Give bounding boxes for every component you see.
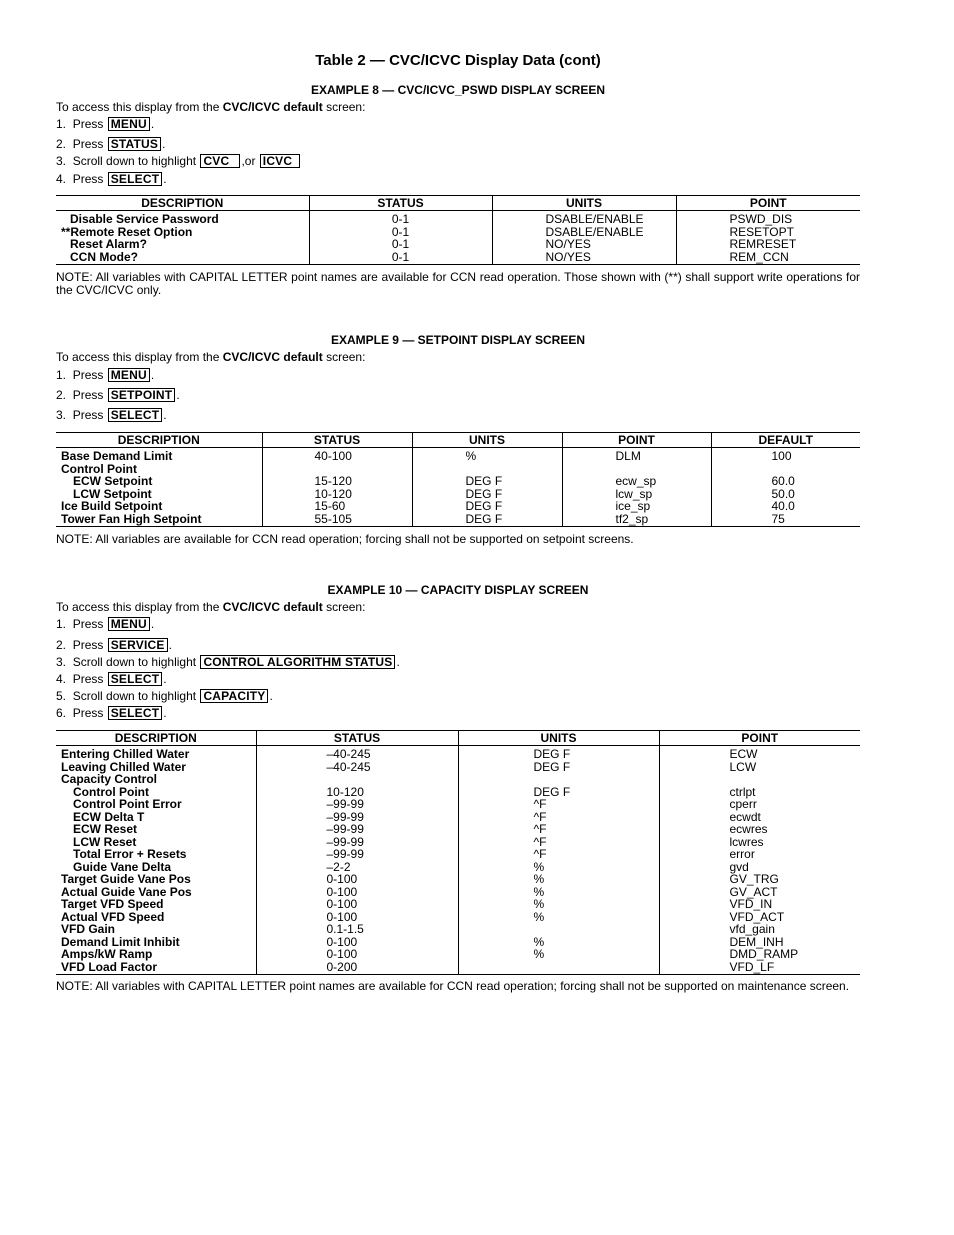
example-9-note: NOTE: All variables are available for CCN read operation; forcing shall not be supported on setpoint screens. [56,532,634,546]
table-row: Total Error + Resets –99-99 ^F error [56,848,860,861]
table-row: Leaving Chilled Water –40-245 DEG F LCW [56,761,860,774]
table-header-row [56,731,860,746]
example-10-step-6: 6. Press SELECT . [56,706,167,720]
column-header: POINT [562,433,711,448]
capacity-key: CAPACITY [200,689,268,703]
example-8-step-4: 4. Press SELECT . [56,172,167,186]
table-row: ECW Delta T –99-99 ^F ecwdt [56,811,860,824]
example-8-intro: To access this display from the CVC/ICVC default screen: [56,100,366,114]
example-9-intro: To access this display from the CVC/ICVC default screen: [56,350,366,364]
table-row: Amps/kW Ramp 0-100 % DMD_RAMP [56,948,860,961]
column-header: DESCRIPTION [56,196,309,211]
example-10-note: NOTE: All variables with CAPITAL LETTER point names are available for CCN read operation; forcing shall not be supported on maintenance screen. [56,979,850,993]
example-8-note: NOTE: All variables with CAPITAL LETTER point names are available for CCN read operation. Those shown with (**) shall support write operations for the CVC/ICVC only. [56,270,860,297]
example-10-step-4: 4. Press SELECT . [56,672,167,686]
table-row: Reset Alarm? 0-1 NO/YES REMRESET [56,238,860,251]
example-10-intro: To access this display from the CVC/ICVC default screen: [56,600,366,614]
table-row: Base Demand Limit 40-100 % DLM 100 [56,448,860,463]
column-header: STATUS [256,731,458,746]
column-header: DESCRIPTION [56,731,256,746]
table-row: **Remote Reset Option 0-1 DSABLE/ENABLE RESETOPT [56,226,860,239]
select-key: SELECT [108,408,163,422]
example-10-table [56,730,860,975]
column-header: DEFAULT [711,433,860,448]
column-header: DESCRIPTION [56,433,262,448]
example-10-step-3: 3. Scroll down to highlight CONTROL ALGORITHM STATUS . [56,655,400,669]
table-row: Target VFD Speed 0-100 % VFD_IN [56,898,860,911]
select-key: SELECT [108,672,163,686]
menu-key: MENU [108,617,150,631]
table-row: Actual Guide Vane Pos 0-100 % GV_ACT [56,886,860,899]
example-10-step-2: 2. Press SERVICE . [56,638,172,652]
example-8-table [56,195,860,265]
select-key: SELECT [108,706,163,720]
table-row: VFD Gain 0.1-1.5 vfd_gain [56,923,860,936]
table-header-row [56,196,860,211]
example-10-step-5: 5. Scroll down to highlight CAPACITY . [56,689,273,703]
example-8-step-3: 3. Scroll down to highlight CVC ,or ICVC [56,154,301,168]
example-9-step-1: 1. Press MENU . [56,368,155,382]
menu-key: MENU [108,368,150,382]
column-header: UNITS [492,196,676,211]
table-row: Control Point Error –99-99 ^F cperr [56,798,860,811]
table-row: Disable Service Password 0-1 DSABLE/ENABLE PSWD_DIS [56,211,860,226]
example-9-title: EXAMPLE 9 — SETPOINT DISPLAY SCREEN [330,333,586,347]
column-header: UNITS [412,433,562,448]
setpoint-key: SETPOINT [108,388,176,402]
column-header: UNITS [458,731,659,746]
table-row: Actual VFD Speed 0-100 % VFD_ACT [56,911,860,924]
menu-key: MENU [108,117,150,131]
select-key: SELECT [108,172,163,186]
table-row: ECW Reset –99-99 ^F ecwres [56,823,860,836]
example-9-table [56,432,860,527]
table-row: Control Point [56,463,860,476]
example-8-step-1: 1. Press MENU . [56,117,155,131]
column-header: POINT [676,196,860,211]
table-row: Capacity Control [56,773,860,786]
table-row: Ice Build Setpoint 15-60 DEG F ice_sp 40.0 [56,500,860,513]
table-row: Entering Chilled Water –40-245 DEG F ECW [56,746,860,761]
icvc-key: ICVC [260,154,300,168]
table-header-row [56,433,860,448]
example-8-step-2: 2. Press STATUS . [56,137,166,151]
table-row: VFD Load Factor 0-200 VFD_LF [56,961,860,975]
table-row: Tower Fan High Setpoint 55-105 DEG F tf2_sp 75 [56,513,860,527]
control-algorithm-status-key: CONTROL ALGORITHM STATUS [200,655,395,669]
table-row: ECW Setpoint 15-120 DEG F ecw_sp 60.0 [56,475,860,488]
example-10-title: EXAMPLE 10 — CAPACITY DISPLAY SCREEN [327,583,589,597]
column-header: STATUS [262,433,412,448]
status-key: STATUS [108,137,161,151]
table-row: LCW Setpoint 10-120 DEG F lcw_sp 50.0 [56,488,860,501]
table-row: Demand Limit Inhibit 0-100 % DEM_INH [56,936,860,949]
page-title: Table 2 — CVC/ICVC Display Data (cont) [315,52,601,69]
cvc-key: CVC [200,154,240,168]
example-9-step-2: 2. Press SETPOINT . [56,388,180,402]
table-row: Control Point 10-120 DEG F ctrlpt [56,786,860,799]
example-8-title: EXAMPLE 8 — CVC/ICVC_PSWD DISPLAY SCREEN [310,83,606,97]
table-row: Guide Vane Delta –2-2 % gvd [56,861,860,874]
column-header: STATUS [309,196,492,211]
example-10-step-1: 1. Press MENU . [56,617,155,631]
table-row: LCW Reset –99-99 ^F lcwres [56,836,860,849]
table-row: CCN Mode? 0-1 NO/YES REM_CCN [56,251,860,265]
example-9-step-3: 3. Press SELECT . [56,408,167,422]
table-row: Target Guide Vane Pos 0-100 % GV_TRG [56,873,860,886]
column-header: POINT [659,731,860,746]
service-key: SERVICE [108,638,168,652]
